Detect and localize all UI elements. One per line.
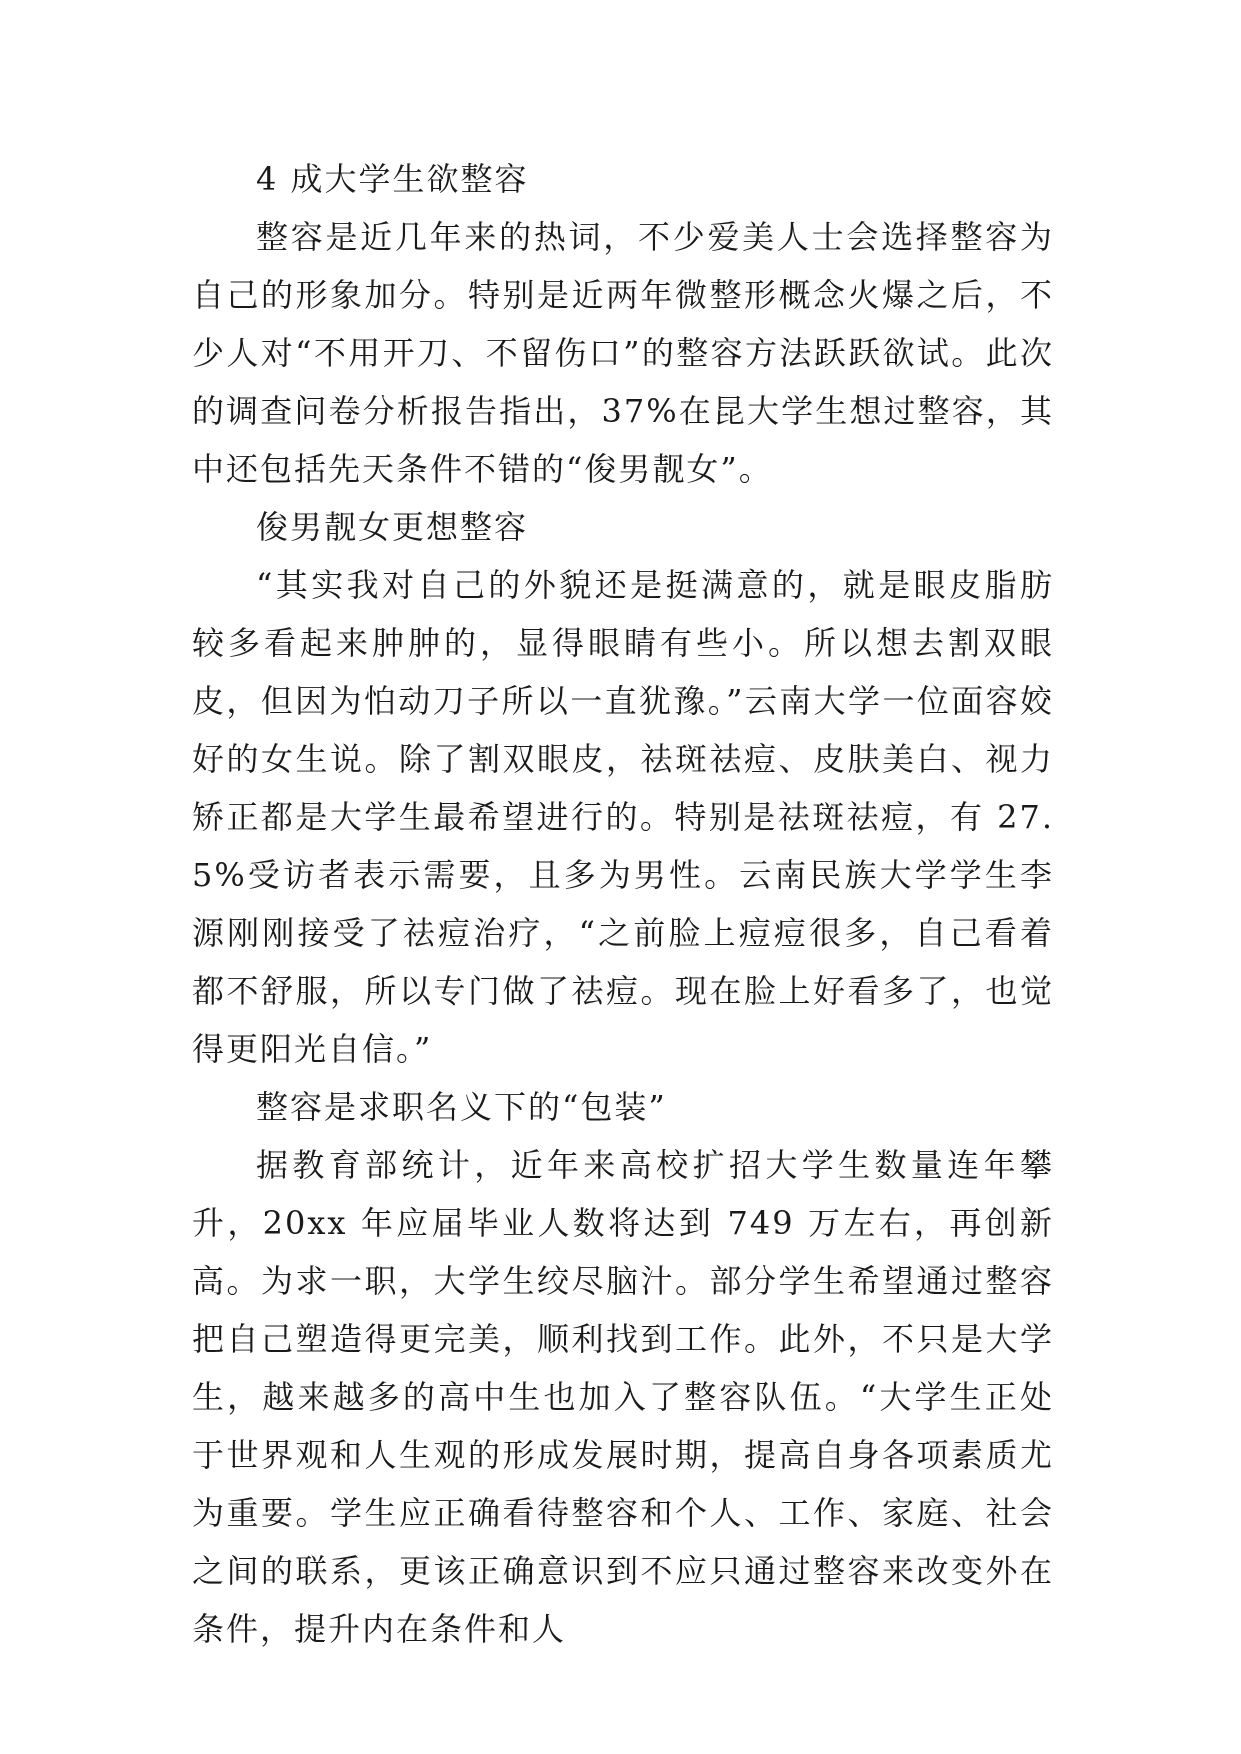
section-heading: 整容是求职名义下的“包装” [256, 1088, 667, 1126]
section-heading: 俊男靓女更想整容 [256, 508, 529, 546]
body-paragraph: “其实我对自己的外貌还是挺满意的，就是眼皮脂肪较多看起来肿肿的，显得眼睛有些小。所以想去割双眼皮，但因为怕动刀子所以一直犹豫。”云南大学一位面容姣好的女生说。除了割双眼皮，祛斑祛痘、皮肤美白、视力矫正都是大学生最希望进行的。特别是祛斑祛痘，有 27.5%受访者表示需要，且多为男性。云南民族大学学生李源刚刚接受了祛痘治疗，“之前脸上痘痘很多，自己看着都不舒服，所以专门做了祛痘。现在脸上好看多了，也觉得更阳光自信。” [192, 566, 1054, 1068]
body-paragraph: 整容是近几年来的热词，不少爱美人士会选择整容为自己的形象加分。特别是近两年微整形概念火爆之后，不少人对“不用开刀、不留伤口”的整容方法跃跃欲试。此次的调查问卷分析报告指出，37%在昆大学生想过整容，其中还包括先天条件不错的“俊男靓女”。 [192, 218, 1054, 488]
article-body [192, 150, 1054, 1658]
body-paragraph: 据教育部统计，近年来高校扩招大学生数量连年攀升，20xx 年应届毕业人数将达到 749 万左右，再创新高。为求一职，大学生绞尽脑汁。部分学生希望通过整容把自己塑造得更完美，顺利找到工作。此外，不只是大学生，越来越多的高中生也加入了整容队伍。“大学生正处于世界观和人生观的形成发展时期，提高自身各项素质尤为重要。学生应正确看待整容和个人、工作、家庭、社会之间的联系，更该正确意识到不应只通过整容来改变外在条件，提升内在条件和人 [192, 1146, 1054, 1648]
section-heading: 4 成大学生欲整容 [256, 160, 529, 198]
